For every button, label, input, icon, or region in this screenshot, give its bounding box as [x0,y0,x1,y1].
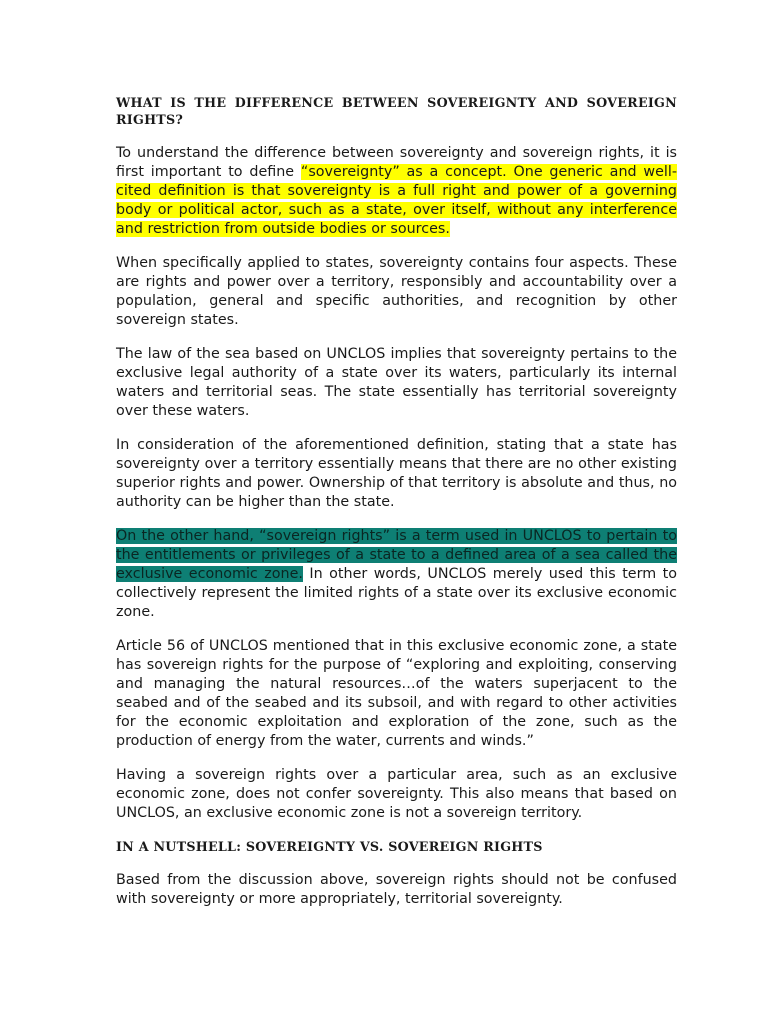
paragraph-law-of-the-sea: The law of the sea based on UNCLOS implies that sovereignty pertains to the exclusive legal authority of a state over its waters, particularly its internal waters and territorial seas. The state essentially has territorial sovereignty over these waters. [116,346,677,419]
paragraph-text: To understand the difference between sovereignty and sovereign rights, it is first important to define [116,145,677,180]
paragraph-definition [116,144,677,239]
paragraph-sovereign-rights [116,527,677,622]
teal-highlight: On the other hand, “sovereign rights” is a term used in UNCLOS to pertain to the entitlements or privileges of a state to a defined area of a sea called the exclusive economic zone. [116,528,677,582]
paragraph-conclusion: Based from the discussion above, sovereign rights should not be confused with sovereignty or more appropriately, territorial sovereignty. [116,872,677,907]
paragraph-four-aspects: When specifically applied to states, sovereignty contains four aspects. These are rights and power over a territory, responsibly and accountability over a population, general and specific authorities, and recognition by other sovereign states. [116,255,677,328]
paragraph-text: In other words, UNCLOS merely used this term to collectively represent the limited rights of a state over its exclusive economic zone. [116,566,677,620]
section-heading-difference: WHAT IS THE DIFFERENCE BETWEEN SOVEREIGNTY AND SOVEREIGN RIGHTS? [116,95,677,127]
document-body [116,94,677,924]
paragraph-article-56: Article 56 of UNCLOS mentioned that in this exclusive economic zone, a state has sovereign rights for the purpose of “exploring and exploiting, conserving and managing the natural resources…of the waters superjacent to the seabed and of the seabed and its subsoil, and with regard to other activities for the economic exploitation and exploration of the zone, such as the production of energy from the water, currents and winds.” [116,638,677,749]
section-heading-nutshell: IN A NUTSHELL: SOVEREIGNTY VS. SOVEREIGN RIGHTS [116,839,543,854]
paragraph-consideration: In consideration of the aforementioned definition, stating that a state has sovereignty over a territory essentially means that there are no other existing superior rights and power. Ownership of that territory is absolute and thus, no authority can be higher than the state. [116,437,677,510]
yellow-highlight: “sovereignty” as a concept. One generic and well-cited definition is that sovereignty is a full right and power of a governing body or political actor, such as a state, over itself, without any interference and restriction from outside bodies or sources. [116,164,677,237]
paragraph-no-sovereignty: Having a sovereign rights over a particular area, such as an exclusive economic zone, does not confer sovereignty. This also means that based on UNCLOS, an exclusive economic zone is not a sovereign territory. [116,767,677,821]
